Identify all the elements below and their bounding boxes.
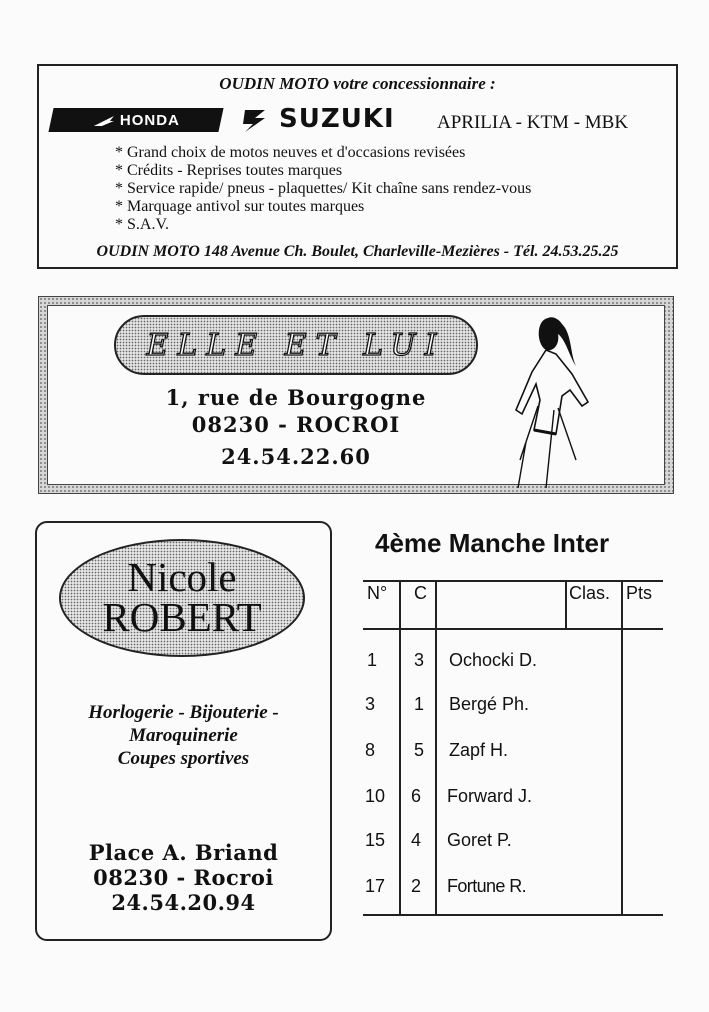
suzuki-s-icon (239, 106, 269, 134)
city: 08230 - Rocroi (93, 865, 274, 890)
cell-c: 5 (414, 740, 425, 760)
table-top-rule (363, 580, 663, 582)
last-name: ROBERT (102, 594, 262, 640)
table-row (363, 786, 663, 826)
header-clas: Clas. (569, 583, 611, 603)
trades (37, 701, 330, 770)
oudin-moto-ad (37, 64, 678, 269)
header-c: C (414, 583, 427, 603)
cell-name: Bergé Ph. (449, 694, 530, 714)
city: 08230 - ROCROI (191, 412, 401, 437)
list-item: * S.A.V. (115, 216, 169, 233)
street: 1, rue de Bourgogne (165, 385, 427, 410)
first-name: Nicole (127, 554, 237, 600)
results-title: 4ème Manche Inter (375, 528, 610, 558)
phone: 24.54.20.94 (111, 890, 256, 915)
cell-name: Ochocki D. (449, 650, 538, 670)
header-pts: Pts (626, 583, 653, 603)
trade-line: Maroquinerie (129, 725, 238, 746)
cell-no: 1 (367, 650, 378, 670)
feature-list (115, 144, 531, 234)
cell-no: 17 (365, 876, 386, 896)
ad-address: OUDIN MOTO 148 Avenue Ch. Boulet, Charleville-Mezières - Tél. 24.53.25.25 (96, 243, 619, 260)
cell-no: 10 (365, 786, 386, 806)
cell-c: 6 (411, 786, 422, 806)
cell-name: Fortune R. (447, 876, 527, 896)
trade-line: Coupes sportives (117, 748, 250, 769)
table-row (363, 876, 663, 916)
shop-name-oval (59, 539, 305, 657)
cell-name: Goret P. (447, 830, 512, 850)
woman-illustration-icon (496, 310, 606, 490)
phone: 24.54.22.60 (221, 444, 371, 469)
cell-no: 8 (365, 740, 376, 760)
cell-c: 4 (411, 830, 422, 850)
cell-c: 3 (414, 650, 425, 670)
table-row (363, 694, 663, 734)
table-header-rule (363, 628, 663, 630)
suzuki-logo: SUZUKI (279, 104, 395, 134)
honda-logo (48, 108, 223, 132)
cell-c: 2 (411, 876, 422, 896)
table-row (363, 650, 663, 690)
nicole-robert-ad (35, 521, 332, 941)
list-item: * Crédits - Reprises toutes marques (115, 162, 343, 179)
cell-c: 1 (414, 694, 425, 714)
brand-row (51, 106, 671, 136)
shop-address (144, 384, 448, 470)
shop-name: ELLE ET LUI (146, 327, 446, 363)
cell-no: 15 (365, 830, 386, 850)
table-row (363, 830, 663, 870)
cell-name: Zapf H. (449, 740, 509, 760)
honda-wing-icon (92, 113, 116, 127)
results-table (363, 580, 663, 918)
elle-et-lui-ad (38, 296, 674, 494)
other-brands: APRILIA - KTM - MBK (437, 112, 629, 133)
shop-name-banner (114, 315, 478, 375)
list-item: * Service rapide/ pneus - plaquettes/ Kit chaîne sans rendez-vous (115, 180, 532, 197)
list-item: * Grand choix de motos neuves et d'occasions revisées (115, 144, 466, 161)
ad-inner-panel (47, 305, 665, 485)
street: Place A. Briand (88, 840, 279, 865)
shop-address (37, 840, 330, 915)
honda-label: HONDA (120, 111, 180, 129)
ad-title: OUDIN MOTO votre concessionnaire : (219, 74, 496, 93)
header-no: N° (367, 583, 388, 603)
table-row (363, 740, 663, 780)
list-item: * Marquage antivol sur toutes marques (115, 198, 365, 215)
cell-name: Forward J. (447, 786, 533, 806)
column-divider (565, 580, 567, 628)
trade-line: Horlogerie - Bijouterie - (88, 702, 279, 723)
cell-no: 3 (365, 694, 376, 714)
